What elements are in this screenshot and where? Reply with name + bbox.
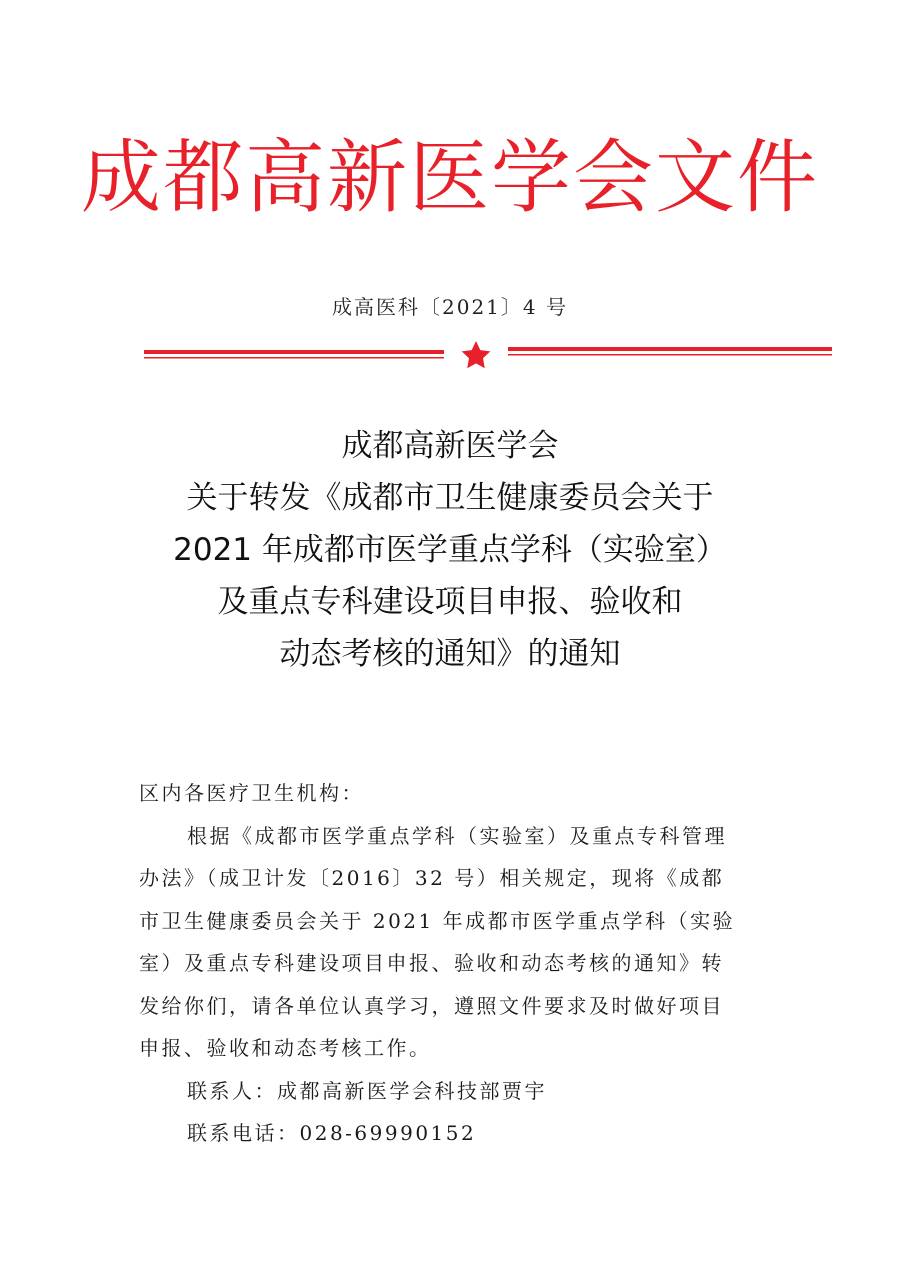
divider-right-thin-line xyxy=(508,354,832,356)
masthead-title: 成都高新医学会文件 xyxy=(81,131,819,224)
paragraph-line: 市卫生健康委员会关于 2021 年成都市医学重点学科（实验 xyxy=(139,908,736,933)
title-line: 成都高新医学会 xyxy=(341,428,559,464)
document-body xyxy=(139,772,767,1155)
title-line: 及重点专科建设项目申报、验收和 xyxy=(217,584,683,620)
paragraph-line: 办法》（成卫计发〔2016〕32 号）相关规定，现将《成都 xyxy=(139,866,725,890)
divider-left-thin-line xyxy=(144,357,444,359)
title-line: 关于转发《成都市卫生健康委员会关于 xyxy=(186,480,714,516)
paragraph-line: 申报、验收和动态考核工作。 xyxy=(139,1036,432,1060)
paragraph-line: 发给你们，请各单位认真学习，遵照文件要求及时做好项目 xyxy=(139,993,724,1018)
document-number: 成高医科〔2021〕4 号 xyxy=(332,295,568,319)
divider-right-thick-line xyxy=(508,347,832,351)
salutation: 区内各医疗卫生机构： xyxy=(139,781,364,805)
paragraph-line: 室）及重点专科建设项目申报、验收和动态考核的通知》转 xyxy=(139,951,724,975)
contact-person: 联系人：成都高新医学会科技部贾宇 xyxy=(187,1078,547,1103)
title-line: 2021 年成都市医学重点学科（实验室） xyxy=(173,532,727,568)
title-line: 动态考核的通知》的通知 xyxy=(279,636,621,672)
contact-phone: 联系电话：028-69990152 xyxy=(187,1121,477,1145)
document-title xyxy=(0,420,900,680)
red-divider xyxy=(144,340,832,370)
paragraph-line: 根据《成都市医学重点学科（实验室）及重点专科管理 xyxy=(187,823,727,848)
star-icon xyxy=(462,341,491,368)
divider-left-thick-line xyxy=(144,350,444,354)
